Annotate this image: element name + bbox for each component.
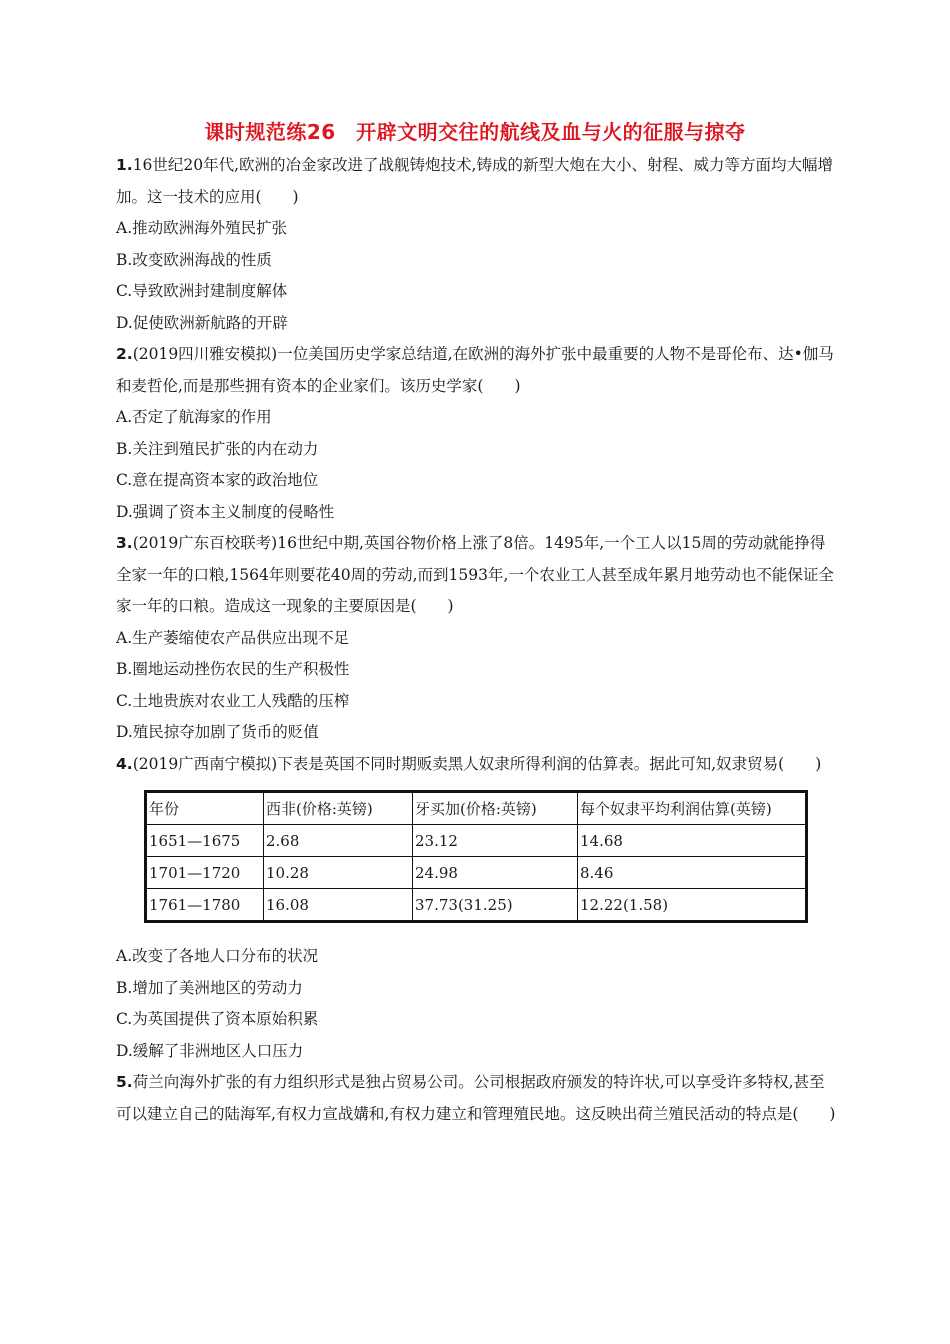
table-cell: 2.68 (264, 825, 413, 857)
question-stem (116, 150, 836, 213)
question-number: 4. (116, 754, 133, 773)
table-cell: 14.68 (578, 825, 807, 857)
table-header-row (146, 792, 807, 825)
option-d: D.缓解了非洲地区人口压力 (116, 1041, 304, 1060)
table-row (146, 857, 807, 889)
table-header-cell: 每个奴隶平均利润估算(英镑) (578, 792, 807, 825)
option-c: C.土地贵族对农业工人残酷的压榨 (116, 691, 350, 710)
question-4 (116, 749, 836, 1068)
question-stem (116, 749, 836, 781)
table-cell: 37.73(31.25) (413, 889, 578, 922)
table-header-cell: 牙买加(价格:英镑) (413, 792, 578, 825)
option-c: C.导致欧洲封建制度解体 (116, 282, 288, 300)
question-number: 1. (116, 156, 133, 174)
table-cell: 1701—1720 (146, 857, 264, 889)
option-d: D.强调了资本主义制度的侵略性 (116, 502, 335, 521)
table-header-cell: 年份 (146, 792, 264, 825)
table-cell: 1651—1675 (146, 825, 264, 857)
question-stem (116, 1067, 836, 1130)
question-stem (116, 528, 836, 623)
question-text: 16世纪20年代,欧洲的冶金家改进了战舰铸炮技术,铸成的新型大炮在大小、射程、威力等方面均大幅增加。这一技术的应用( ) (116, 156, 833, 206)
table-cell: 1761—1780 (146, 889, 264, 922)
option-b: B.圈地运动挫伤农民的生产积极性 (116, 660, 350, 678)
question-1 (116, 150, 836, 339)
table-cell: 12.22(1.58) (578, 889, 807, 922)
option-a: A.改变了各地人口分布的状况 (116, 947, 319, 965)
table-row (146, 825, 807, 857)
option-d: D.殖民掠夺加剧了货币的贬值 (116, 723, 319, 741)
option-c: C.为英国提供了资本原始积累 (116, 1010, 319, 1028)
question-stem (116, 339, 836, 402)
question-text: (2019广西南宁模拟)下表是英国不同时期贩卖黑人奴隶所得利润的估算表。据此可知,奴隶贸易( ) (132, 754, 822, 773)
question-3 (116, 528, 836, 749)
option-d: D.促使欧洲新航路的开辟 (116, 313, 288, 332)
table-cell: 24.98 (413, 857, 578, 889)
question-number: 2. (116, 345, 133, 363)
profit-table (144, 790, 808, 923)
table-header-cell: 西非(价格:英镑) (264, 792, 413, 825)
question-number: 5. (116, 1073, 133, 1091)
question-2 (116, 339, 836, 528)
question-text: 荷兰向海外扩张的有力组织形式是独占贸易公司。公司根据政府颁发的特许状,可以享受许多特权,甚至可以建立自己的陆海军,有权力宣战媾和,有权力建立和管理殖民地。这反映出荷兰殖民活动的特点是( ) (116, 1073, 836, 1123)
question-list (116, 150, 836, 1130)
table-cell: 23.12 (413, 825, 578, 857)
option-a: A.生产萎缩使农产品供应出现不足 (116, 628, 350, 647)
table-cell: 8.46 (578, 857, 807, 889)
question-number: 3. (116, 534, 133, 552)
table-row (146, 889, 807, 922)
table-cell: 10.28 (264, 857, 413, 889)
option-a: A.推动欧洲海外殖民扩张 (116, 219, 288, 237)
table-cell: 16.08 (264, 889, 413, 922)
option-b: B.增加了美洲地区的劳动力 (116, 978, 303, 997)
question-text: (2019四川雅安模拟)一位美国历史学家总结道,在欧洲的海外扩张中最重要的人物不是哥伦布、达•伽马和麦哲伦,而是那些拥有资本的企业家们。该历史学家( ) (116, 345, 834, 395)
option-a: A.否定了航海家的作用 (116, 408, 272, 426)
question-5 (116, 1067, 836, 1130)
question-text: (2019广东百校联考)16世纪中期,英国谷物价格上涨了8倍。1495年,一个工人以15周的劳动就能挣得全家一年的口粮,1564年则要花40周的劳动,而到1593年,一个农业工人甚至成年累月地劳动也不能保证全家一年的口粮。造成这一现象的主要原因是( ) (116, 534, 834, 615)
page-title: 课时规范练26 开辟文明交往的航线及血与火的征服与掠夺 (204, 120, 746, 144)
option-b: B.关注到殖民扩张的内在动力 (116, 439, 319, 458)
option-b: B.改变欧洲海战的性质 (116, 250, 272, 269)
option-c: C.意在提高资本家的政治地位 (116, 471, 319, 489)
